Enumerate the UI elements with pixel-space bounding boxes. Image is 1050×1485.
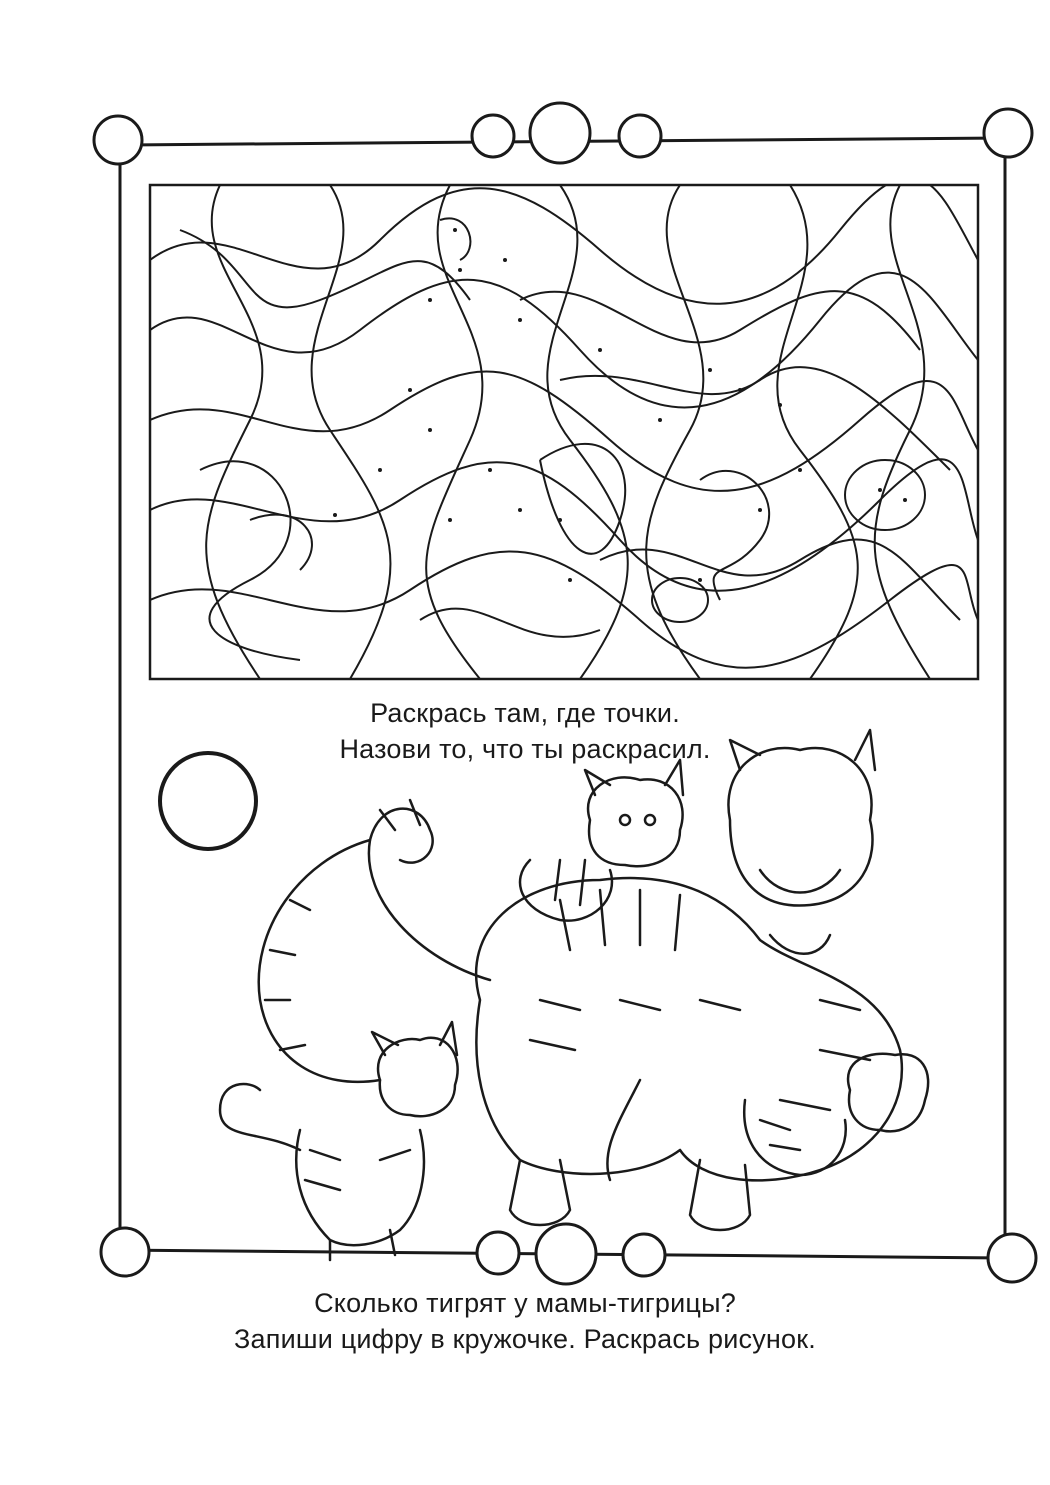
task1-line2: Назови то, что ты раскрасил.: [339, 734, 711, 764]
task1-instructions: [0, 695, 1050, 767]
dot-puzzle-picture: [150, 177, 978, 679]
tigers-illustration: [220, 730, 928, 1260]
answer-circle[interactable]: [158, 751, 258, 851]
task2-line2: Запиши цифру в кружочке. Раскрась рисунок.: [234, 1324, 816, 1354]
task1-line1: Раскрась там, где точки.: [370, 698, 680, 728]
task2-line1: Сколько тигрят у мамы-тигрицы?: [314, 1288, 736, 1318]
task2-instructions: [0, 1285, 1050, 1357]
